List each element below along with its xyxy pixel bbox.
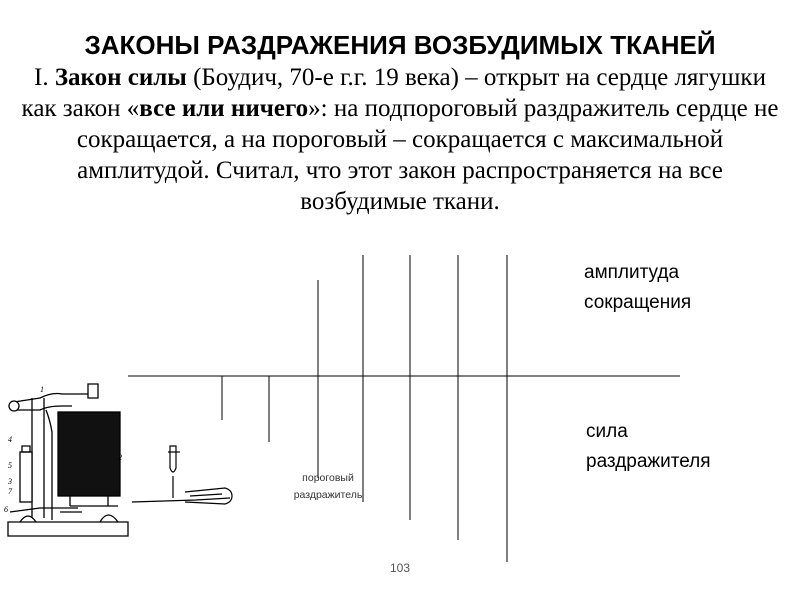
stimulus-force-axis-label: [586, 417, 786, 477]
law-text-part-2: »: на подпороговый раздражитель сердце не сокращается, а на пороговый – сокращается с максимальной амплитудой. Считал, что этот закон распространяется на все возбудимые ткани.: [76, 95, 779, 215]
apparatus-label: 7: [8, 487, 12, 496]
force-label-line-1: сила: [586, 421, 628, 442]
law-name: Закон силы: [54, 64, 187, 91]
amplitude-axis-label: [584, 258, 774, 318]
apparatus-label: 3: [8, 477, 12, 486]
law-quote: все или ничего: [139, 95, 309, 122]
amplitude-label-line-1: амплитуда: [584, 262, 680, 283]
law-text-part-1: (Боудич, 70-е г.г. 19 века) – открыт на сердце лягушки как закон «: [21, 64, 766, 122]
apparatus-label: 6: [4, 505, 8, 514]
apparatus-label: 4: [8, 435, 12, 444]
apparatus-label: 5: [8, 461, 12, 470]
threshold-stimulus-label: [278, 470, 378, 504]
threshold-label-line-2: раздражитель: [293, 489, 363, 501]
law-numeral: I.: [34, 64, 55, 91]
amplitude-label-line-2: сокращения: [584, 292, 692, 313]
apparatus-label: 2: [118, 453, 122, 462]
apparatus-drawing: [8, 384, 128, 536]
electrode-drawing: [132, 446, 232, 504]
force-label-line-2: раздражителя: [586, 451, 711, 472]
page-number: 103: [389, 561, 411, 575]
apparatus-label: 1: [40, 385, 44, 394]
slide-title: ЗАКОНЫ РАЗДРАЖЕНИЯ ВОЗБУДИМЫХ ТКАНЕЙ: [84, 30, 716, 60]
threshold-label-line-1: пороговый: [302, 472, 354, 484]
